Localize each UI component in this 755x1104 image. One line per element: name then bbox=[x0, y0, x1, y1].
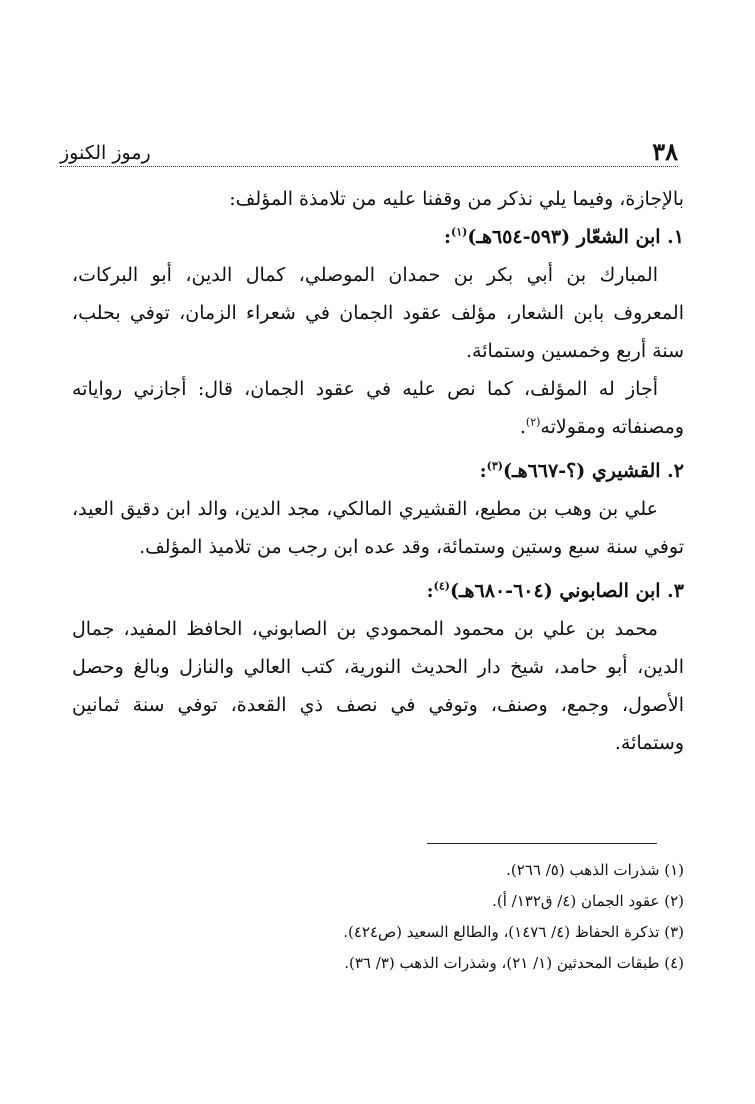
footnote-ref: (٤) bbox=[433, 579, 450, 593]
entry-heading: ١. ابن الشعّار (٥٩٣-٦٥٤هـ)$^{(١)}$: bbox=[444, 225, 684, 248]
entry-ibn-alshaar bbox=[72, 218, 684, 446]
entry-alqushayri bbox=[72, 452, 684, 566]
footnotes bbox=[72, 855, 684, 979]
entry-name: ابن الشعّار bbox=[576, 226, 661, 248]
entry-number: ١. bbox=[667, 226, 684, 248]
entry-paragraph: المبارك بن أبي بكر بن حمدان الموصلي، كمال الدين، أبو البركات، المعروف بابن الشعار، مؤلف عقود الجمان في شعراء الزمان، توفي بحلب، سنة أربع وخمسين وستمائة. bbox=[72, 264, 684, 362]
entry-number: ٣. bbox=[667, 580, 684, 602]
footnote: (١) شذرات الذهب (٥/ ٢٦٦). bbox=[506, 861, 684, 879]
entry-paragraph: علي بن وهب بن مطيع، القشيري المالكي، مجد الدين، والد ابن دقيق العيد، توفي سنة سبع وستين وستمائة، وقد عده ابن رجب من تلاميذ المؤلف. bbox=[72, 498, 684, 558]
entry-heading: ٢. القشيري (؟-٦٦٧هـ)$^{(٣)}$: bbox=[479, 459, 684, 482]
entry-name: ابن الصابوني bbox=[559, 580, 661, 602]
page-number: ٣٨ bbox=[652, 137, 678, 166]
footnote: (٤) طبقات المحدثين (١/ ٢١)، وشذرات الذهب (٣/ ٣٦). bbox=[344, 954, 684, 972]
entry-ibn-alsabuni bbox=[72, 572, 684, 762]
entry-dates: (؟-٦٦٧هـ) bbox=[503, 460, 586, 482]
footnote-ref: (٢) bbox=[525, 415, 541, 429]
footnote-ref: (١) bbox=[451, 225, 468, 239]
entry-heading: ٣. ابن الصابوني (٦٠٤-٦٨٠هـ)$^{(٤)}$: bbox=[426, 579, 684, 602]
footnote-separator bbox=[427, 843, 657, 844]
entry-name: القشيري bbox=[591, 460, 661, 482]
entry-paragraph-text: أجاز له المؤلف، كما نص عليه في عقود الجمان، قال: أجازني رواياته ومصنفاته ومقولاته bbox=[72, 378, 684, 438]
entry-dates: (٦٠٤-٦٨٠هـ) bbox=[449, 580, 553, 602]
entry-paragraph: محمد بن علي بن محمود المحمودي بن الصابوني، الحافظ المفيد، جمال الدين، أبو حامد، شيخ دار الحديث النورية، كتب العالي والنازل وبالغ وحصل الأصول، وجمع، وصنف، وتوفي في نصف ذي القعدة، توفي سنة ثمانين وستمائة. bbox=[72, 618, 684, 754]
entry-dates: (٥٩٣-٦٥٤هـ) bbox=[467, 226, 571, 248]
entry-number: ٢. bbox=[667, 460, 684, 482]
footnote-ref: (٣) bbox=[486, 459, 504, 473]
footnote: (٣) تذكرة الحفاظ (٤/ ١٤٧٦)، والطالع السعيد (ص٤٢٤). bbox=[343, 923, 684, 941]
running-title: رموز الكنوز bbox=[60, 142, 151, 164]
footnote: (٢) عقود الجمان (٤/ ق١٣٢/ أ). bbox=[492, 892, 684, 910]
page-header bbox=[60, 138, 678, 167]
intro-paragraph: بالإجازة، وفيما يلي نذكر من وقفنا عليه من تلامذة المؤلف: bbox=[229, 188, 684, 210]
main-text bbox=[72, 180, 684, 768]
entry-paragraph: أجاز له المؤلف، كما نص عليه في عقود الجمان، قال: أجازني رواياته ومصنفاته ومقولاته$^{(٢)}$. bbox=[72, 378, 684, 438]
